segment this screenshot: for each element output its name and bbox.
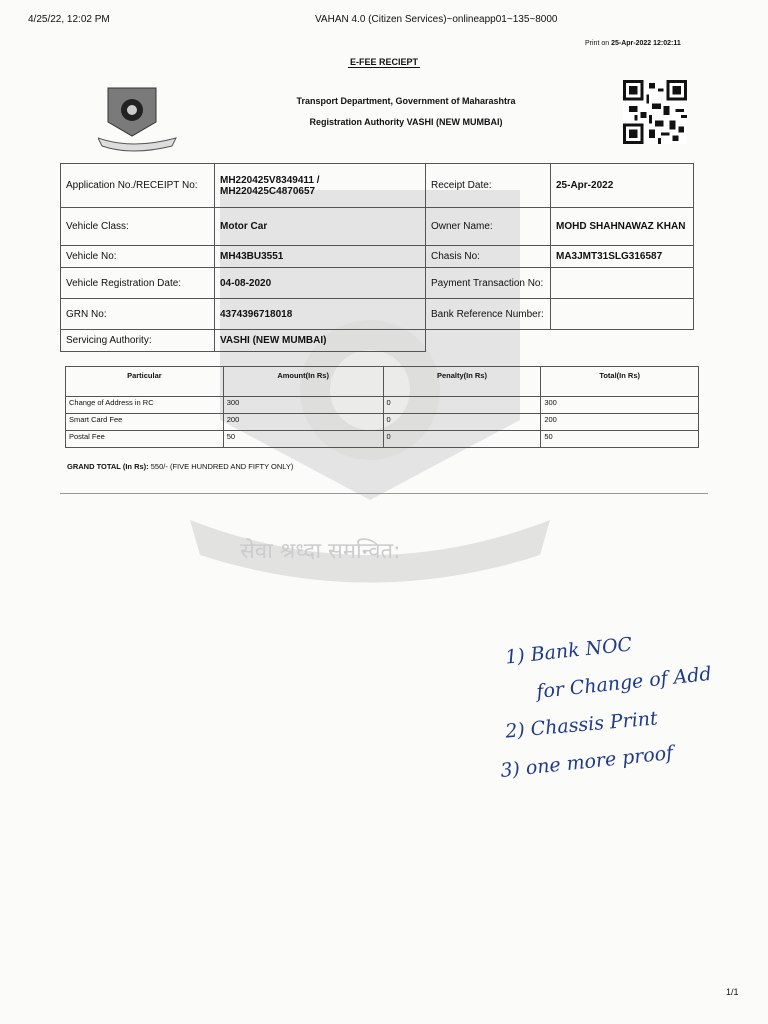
fee-total: 200 bbox=[541, 414, 699, 431]
fee-amount: 200 bbox=[223, 414, 383, 431]
vehicle-class-label: Vehicle Class: bbox=[61, 208, 215, 246]
grn-no-value: 4374396718018 bbox=[215, 299, 426, 330]
handwritten-note-3: 2) Chassis Print bbox=[504, 707, 659, 743]
app-no-value: MH220425V8349411 / MH220425C4870657 bbox=[215, 164, 426, 208]
grand-total-value: 550/- (FIVE HUNDRED AND FIFTY ONLY) bbox=[150, 462, 294, 471]
grand-total bbox=[67, 462, 293, 471]
fee-table bbox=[65, 366, 699, 448]
fee-penalty: 0 bbox=[383, 397, 541, 414]
fee-particular: Smart Card Fee bbox=[66, 414, 224, 431]
handwritten-note-2: for Change of Add bbox=[535, 662, 713, 704]
fee-header-amount: Amount(In Rs) bbox=[223, 367, 383, 397]
chasis-no-label: Chasis No: bbox=[426, 246, 551, 268]
fee-penalty: 0 bbox=[383, 414, 541, 431]
servicing-authority-label: Servicing Authority: bbox=[61, 330, 215, 352]
owner-name-label: Owner Name: bbox=[426, 208, 551, 246]
vehicle-class-value: Motor Car bbox=[215, 208, 426, 246]
divider bbox=[60, 493, 708, 494]
fee-amount: 300 bbox=[223, 397, 383, 414]
print-on-label: Print on bbox=[585, 40, 610, 47]
registration-authority: Registration Authority VASHI (NEW MUMBAI) bbox=[309, 117, 503, 127]
fee-penalty: 0 bbox=[383, 431, 541, 448]
fee-header-penalty: Penalty(In Rs) bbox=[383, 367, 541, 397]
registration-date-label: Vehicle Registration Date: bbox=[61, 268, 215, 299]
table-row bbox=[66, 397, 699, 414]
registration-date-value: 04-08-2020 bbox=[215, 268, 426, 299]
fee-header-total: Total(In Rs) bbox=[541, 367, 699, 397]
site-title: VAHAN 4.0 (Citizen Services)~onlineapp01~135~8000 bbox=[315, 14, 558, 25]
page-number: 1/1 bbox=[726, 987, 739, 997]
app-no-label: Application No./RECEIPT No: bbox=[61, 164, 215, 208]
payment-transaction-label: Payment Transaction No: bbox=[426, 268, 551, 299]
owner-name-value: MOHD SHAHNAWAZ KHAN bbox=[551, 208, 694, 246]
chasis-no-value: MA3JMT31SLG316587 bbox=[551, 246, 694, 268]
print-on bbox=[585, 40, 681, 47]
fee-particular: Postal Fee bbox=[66, 431, 224, 448]
emblem-motto: सेवा श्रध्दा समन्वित: bbox=[240, 539, 401, 564]
qr-code-icon bbox=[622, 80, 688, 144]
servicing-authority-value: VASHI (NEW MUMBAI) bbox=[215, 330, 426, 352]
vehicle-no-value: MH43BU3551 bbox=[215, 246, 426, 268]
bank-reference-value bbox=[551, 299, 694, 330]
table-row bbox=[66, 431, 699, 448]
grand-total-label: GRAND TOTAL (In Rs): bbox=[67, 462, 149, 471]
table-row bbox=[66, 414, 699, 431]
payment-transaction-value bbox=[551, 268, 694, 299]
fee-amount: 50 bbox=[223, 431, 383, 448]
receipt-title: E-FEE RECIEPT bbox=[349, 57, 418, 67]
fee-total: 50 bbox=[541, 431, 699, 448]
handwritten-note-4: 3) one more proof bbox=[499, 741, 675, 783]
bank-reference-label: Bank Reference Number: bbox=[426, 299, 551, 330]
receipt-info-table bbox=[60, 163, 694, 352]
fee-total: 300 bbox=[541, 397, 699, 414]
vehicle-no-label: Vehicle No: bbox=[61, 246, 215, 268]
receipt-date-label: Receipt Date: bbox=[426, 164, 551, 208]
grn-no-label: GRN No: bbox=[61, 299, 215, 330]
fee-header-particular: Particular bbox=[66, 367, 224, 397]
department-name: Transport Department, Government of Maharashtra bbox=[296, 96, 516, 106]
receipt-date-value: 25-Apr-2022 bbox=[551, 164, 694, 208]
fee-particular: Change of Address in RC bbox=[66, 397, 224, 414]
handwritten-note-1: 1) Bank NOC bbox=[504, 633, 634, 669]
print-on-datetime: 25-Apr-2022 12:02:11 bbox=[611, 40, 681, 47]
print-datetime: 4/25/22, 12:02 PM bbox=[28, 14, 110, 25]
